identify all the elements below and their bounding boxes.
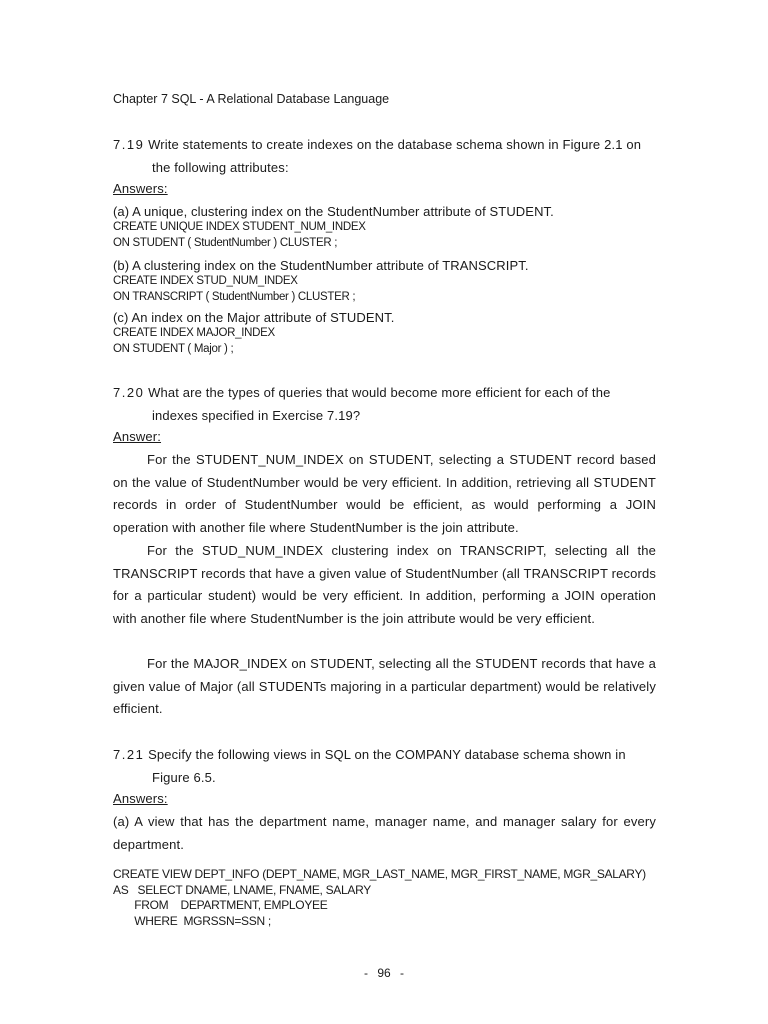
question-text-line2: the following attributes:: [152, 160, 289, 175]
code-line: AS SELECT DNAME, LNAME, FNAME, SALARY: [113, 882, 371, 897]
paragraph-text: (a) A view that has the department name, manager name, and manager salary for every department.: [113, 814, 656, 852]
answer-label: Answer:: [113, 429, 162, 444]
item-b-text: (b) A clustering index on the StudentNumber attribute of TRANSCRIPT.: [113, 258, 529, 273]
question-7-19: [113, 133, 656, 179]
item-c-text: (c) An index on the Major attribute of STUDENT.: [113, 310, 395, 325]
paragraph-text: For the STUD_NUM_INDEX clustering index on TRANSCRIPT, selecting all the TRANSCRIPT records that have a given value of StudentNumber (all TRANSCRIPT records for a particular student) would be very efficient. In addition, performing a JOIN operation with another file where StudentNumber is the join attribute would be very efficient.: [113, 543, 656, 626]
answers-label: Answers:: [113, 791, 168, 806]
code-line: ON STUDENT ( Major ) ;: [113, 342, 234, 355]
item-a-text: [113, 811, 656, 856]
question-text-line1: What are the types of queries that would become more efficient for each of the: [148, 385, 611, 400]
code-line: WHERE MGRSSN=SSN ;: [113, 913, 271, 928]
paragraph-text: For the MAJOR_INDEX on STUDENT, selecting all the STUDENT records that have a given value of Major (all STUDENTs majoring in a particular department) would be relatively efficient.: [113, 656, 656, 717]
code-line: CREATE INDEX STUD_NUM_INDEX: [113, 275, 298, 287]
question-text-line1: Write statements to create indexes on the database schema shown in Figure 2.1 on: [148, 137, 642, 152]
code-line: FROM DEPARTMENT, EMPLOYEE: [113, 898, 328, 912]
view-sql-code: [113, 867, 646, 929]
page-number: - 96 -: [363, 966, 404, 980]
answers-label: Answers:: [113, 181, 168, 196]
answer-paragraph-1: [113, 449, 656, 539]
item-c-code: [113, 326, 275, 357]
question-7-21: [113, 743, 656, 789]
code-line: CREATE VIEW DEPT_INFO (DEPT_NAME, MGR_LAST_NAME, MGR_FIRST_NAME, MGR_SALARY): [113, 867, 646, 881]
question-7-20: [113, 381, 656, 427]
code-line: CREATE UNIQUE INDEX STUDENT_NUM_INDEX: [113, 221, 366, 233]
item-b-code: [113, 274, 355, 305]
paragraph-text: For the STUDENT_NUM_INDEX on STUDENT, selecting a STUDENT record based on the value of StudentNumber would be very efficient. In addition, retrieving all STUDENT records in order of StudentNumber would be efficient, as would performing a JOIN operation with another file where StudentNumber is the join attribute.: [113, 452, 656, 535]
question-text-line2: indexes specified in Exercise 7.19?: [152, 408, 361, 423]
question-number: 7.19: [113, 137, 145, 152]
question-text-line2: Figure 6.5.: [152, 770, 216, 785]
code-line: CREATE INDEX MAJOR_INDEX: [113, 327, 275, 339]
question-number: 7.20: [113, 385, 145, 400]
answer-paragraph-3: [113, 653, 656, 721]
item-a-code: [113, 220, 366, 251]
question-text-line1: Specify the following views in SQL on the COMPANY database schema shown in: [148, 747, 626, 762]
code-line: ON TRANSCRIPT ( StudentNumber ) CLUSTER ;: [113, 290, 356, 303]
code-line: ON STUDENT ( StudentNumber ) CLUSTER ;: [113, 236, 338, 249]
answer-paragraph-2: [113, 540, 656, 630]
question-number: 7.21: [113, 747, 145, 762]
item-a-text: (a) A unique, clustering index on the StudentNumber attribute of STUDENT.: [113, 204, 554, 219]
chapter-header: Chapter 7 SQL - A Relational Database Language: [113, 92, 390, 106]
